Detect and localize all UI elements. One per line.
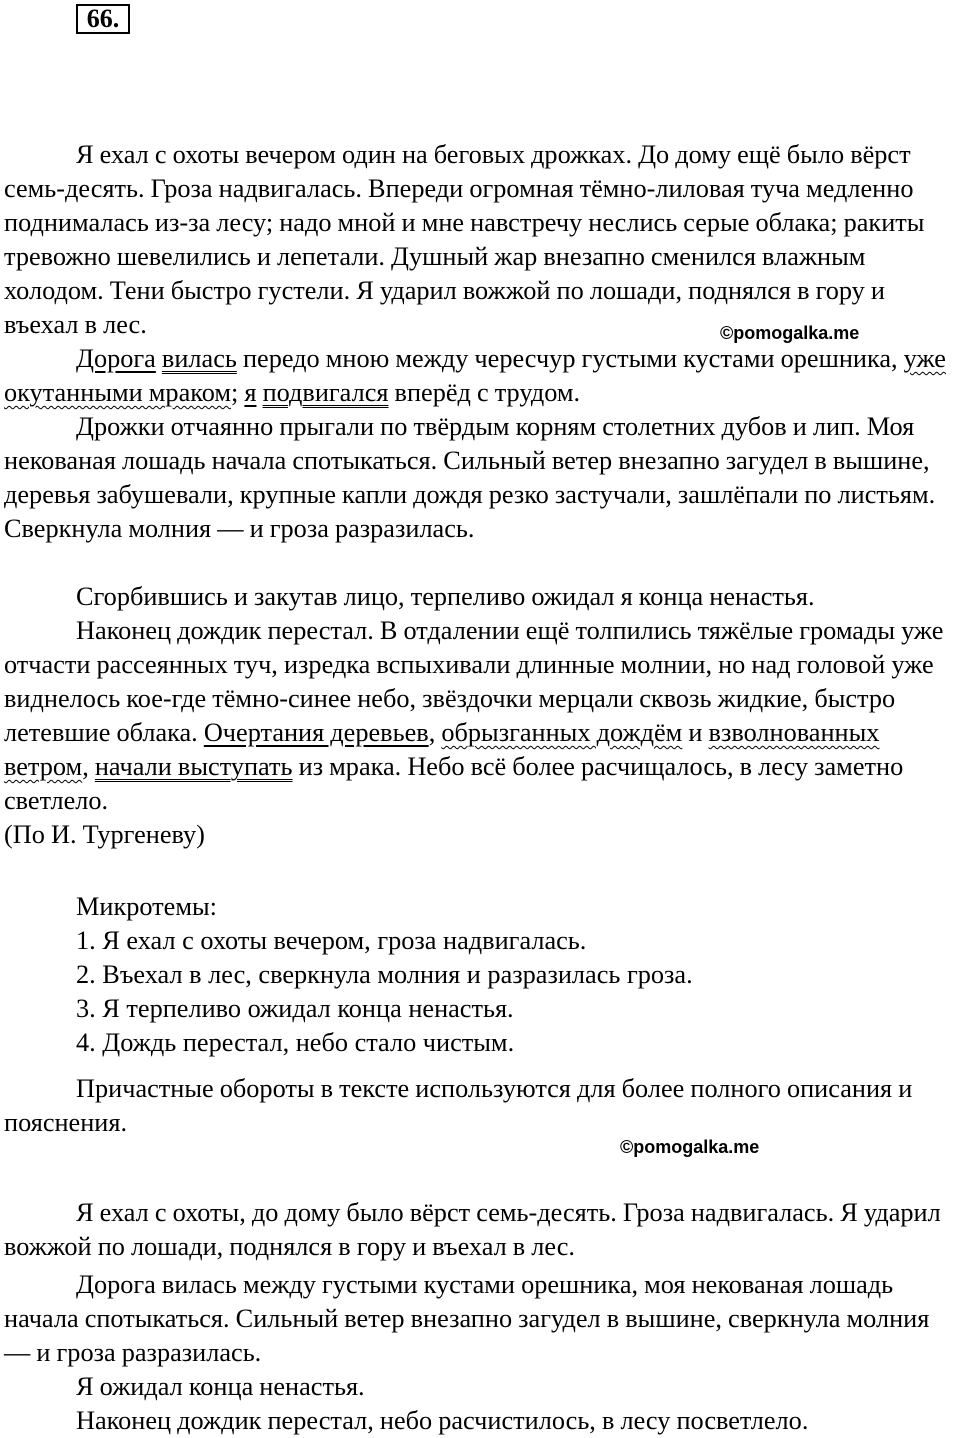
- text-run: из мрака. Небо всё более расчищалось, в лесу заметно светлело.: [4, 752, 904, 815]
- watermark: ©pomogalka.me: [620, 1137, 760, 1157]
- text-run: Сгорбившись и закутав лицо, терпеливо ожидал я конца ненастья.: [76, 582, 815, 611]
- microtheme-item: 2. Въехал в лес, сверкнула молния и разразилась гроза.: [76, 960, 693, 989]
- text-run: ,: [428, 718, 442, 747]
- marked-phrase: взволнованных ветром: [4, 718, 880, 781]
- microthemes-heading: Микротемы:: [76, 892, 217, 921]
- summary-paragraph: Дорога вилась между густыми кустами орешника, моя некованая лошадь начала спотыкаться. Сильный ветер внезапно загудел в вышине, сверкнула молния — и гроза разразилась.: [4, 1270, 930, 1367]
- marked-phrase: Очертания деревьев: [203, 718, 429, 747]
- text-paragraph-2: [4, 342, 960, 410]
- text-paragraph-1: [4, 138, 960, 342]
- text-run: ;: [230, 378, 245, 407]
- text-paragraph-3: [4, 410, 960, 546]
- marked-phrase: Дорога: [76, 344, 156, 373]
- text-run: Дрожки отчаянно прыгали по твёрдым корням столетних дубов и лип. Моя некованая лошадь начала спотыкаться. Сильный ветер внезапно загудел в вышине, деревья забушевали, крупные капли дождя резко застучали, зашлёпали по листьям. Сверкнула молния — и гроза разразилась.: [4, 412, 936, 543]
- summary-paragraph: Я ехал с охоты, до дому было вёрст семь-десять. Гроза надвигалась. Я ударил вожжой по лошади, поднялся в гору и въехал в лес.: [4, 1198, 941, 1261]
- text-paragraph-5: [4, 614, 960, 818]
- marked-phrase: я: [244, 378, 257, 407]
- marked-phrase: вилась: [161, 344, 237, 373]
- summary-paragraph: Наконец дождик перестал, небо расчистилось, в лесу посветлело.: [76, 1406, 809, 1435]
- text-run: и: [682, 718, 709, 747]
- exercise-number: 66.: [76, 4, 130, 34]
- marked-phrase: уже окутанными мраком: [4, 344, 946, 407]
- text-source: (По И. Тургеневу): [4, 820, 205, 849]
- marked-phrase: подвигался: [262, 378, 389, 407]
- microtheme-item: 3. Я терпеливо ожидал конца ненастья.: [76, 994, 514, 1023]
- summary-paragraph: Я ожидал конца ненастья.: [76, 1372, 365, 1401]
- watermark: ©pomogalka.me: [720, 323, 860, 343]
- text-run: передо мною между чересчур густыми кустами орешника,: [236, 344, 904, 373]
- text-run: Я ехал с охоты вечером один на беговых дрожках. До дому ещё было вёрст семь-десять. Гроза надвигалась. Впереди огромная тёмно-лиловая туча медленно поднималась из-за лесу; надо мной и мне навстречу неслись серые облака; ракиты тревожно шевелились и лепетали. Душный жар внезапно сменился влажным холодом. Тени быстро густели. Я ударил вожжой по лошади, поднялся в гору и въехал в лес.: [4, 140, 925, 339]
- text-run: ,: [82, 752, 95, 781]
- marked-phrase: начали выступать: [94, 752, 293, 781]
- participle-note: Причастные обороты в тексте используются для более полного описания и пояснения.: [4, 1074, 913, 1137]
- text-paragraph-4: [4, 580, 960, 614]
- text-run: Наконец дождик перестал. В отдалении ещё толпились тяжёлые громады уже отчасти рассеянных туч, изредка вспыхивали длинные молнии, но над головой уже виднелось кое-где тёмно-синее небо, звёздочки мерцали сквозь жидкие, быстро летевшие облака.: [4, 616, 944, 747]
- microtheme-item: 1. Я ехал с охоты вечером, гроза надвигалась.: [76, 926, 587, 955]
- microtheme-item: 4. Дождь перестал, небо стало чистым.: [76, 1028, 515, 1057]
- marked-phrase: обрызганных дождём: [441, 718, 683, 747]
- text-run: вперёд с трудом.: [388, 378, 581, 407]
